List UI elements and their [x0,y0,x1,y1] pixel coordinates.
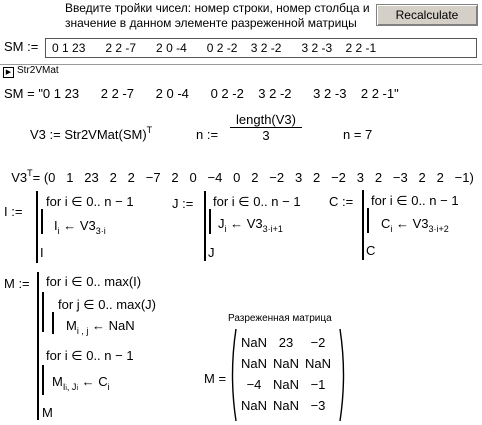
matrix-cell: −4 [246,377,262,392]
matrix-cell: −2 [310,335,326,350]
v3t-lhs: V3 [11,170,28,185]
n-lhs: n := [196,127,219,142]
matrix-row [238,374,334,395]
j-for-line: for i ∈ 0.. n − 1 [213,194,301,209]
m-nan-assign: $M_{i , j}$ ← NaN [66,318,135,336]
m-program-bar [37,272,39,420]
c-assign-line: $C_i$ ← $V3_{3\cdot i+2}$ [381,216,449,234]
i-lhs: I := [4,204,23,219]
matrix-body [238,332,334,416]
matrix-cell: −1 [310,377,326,392]
i-program-bar [36,191,38,263]
i-return: I [40,245,44,260]
matrix-row [238,353,334,374]
m-for-j-line: for j ∈ 0.. max(J) [58,297,157,312]
region-header[interactable] [3,65,59,77]
matrix-caption: Разреженная матрица [228,313,332,324]
i-for-line: for i ∈ 0.. n − 1 [46,194,134,209]
j-loop-bar [209,209,211,234]
m-outer-loop-bar [42,292,44,332]
m-c-assign: $M_{Ii, Ji}$ ← $C_i$ [52,374,110,392]
m-for-i2-line: for i ∈ 0.. n − 1 [46,348,134,363]
matrix-cell: NaN [240,335,267,350]
n-fraction [230,112,302,143]
matrix-lhs: M = [204,371,227,386]
i-assign-line: $I_i$ ← $V3_{3\cdot i}$ [54,218,106,236]
n-denominator: 3 [262,128,270,143]
matrix-cell: NaN [304,356,331,371]
i-loop-bar [41,209,43,234]
expand-triangle-icon[interactable]: ▶ [3,67,14,78]
matrix-cell: NaN [240,356,267,371]
region-title: Str2VMat [17,65,59,76]
recalculate-button[interactable]: Recalculate [376,4,478,26]
m-second-loop-bar [42,365,44,395]
matrix-cell: NaN [272,377,299,392]
c-loop-bar [367,208,369,233]
j-assign-line: $J_i$ ← $V3_{3\cdot i+1}$ [218,216,283,234]
sm-result: SM = "0 1 23 2 2 -7 2 0 -4 0 2 -2 3 2 -2 3 2 -3 2 2 -1" [4,86,399,101]
v3t-sup: T [27,168,33,178]
matrix-cell: −3 [310,398,326,413]
matrix-row [238,332,334,353]
matrix-table [238,332,334,416]
m-inner-loop-bar [52,312,54,334]
region-separator [0,64,482,65]
m-lhs: M := [4,276,30,291]
matrix-cell: NaN [272,356,299,371]
v3-def-lhs: V3 := Str2VMat(SM) [30,127,147,142]
n-result: n = 7 [343,127,373,142]
c-for-line: for i ∈ 0.. n − 1 [371,193,459,208]
sm-input-field[interactable]: 0 1 23 2 2 -7 2 0 -4 0 2 -2 3 2 -2 3 2 -3 2 2 -1 [45,38,477,58]
matrix-cell: NaN [240,398,267,413]
sm-label: SM := [4,39,39,54]
matrix-cell: NaN [272,398,299,413]
n-numerator: length(V3) [236,112,296,127]
v3-definition [30,127,152,142]
j-program-bar [204,191,206,261]
c-program-bar [362,190,364,260]
matrix-cell: 23 [278,335,294,350]
v3-transpose-result [4,155,474,185]
instructions-line2: значение в данном элементе разреженной матрицы [65,16,357,30]
instructions-line1: Введите тройки чисел: номер строки, номер столбца и [65,1,370,15]
c-return: C [366,243,376,258]
c-lhs: C := [329,194,354,209]
j-lhs: J := [172,196,194,211]
v3t-values: = (0 1 23 2 2 −7 2 0 −4 0 2 −2 3 2 −2 3 2 −3 2 2 −1) [32,170,474,185]
j-return: J [208,245,215,260]
m-return: M [42,405,53,420]
v3-def-sup: T [146,125,153,135]
matrix-row [238,395,334,416]
m-for-i-line: for i ∈ 0.. max(I) [46,274,142,289]
